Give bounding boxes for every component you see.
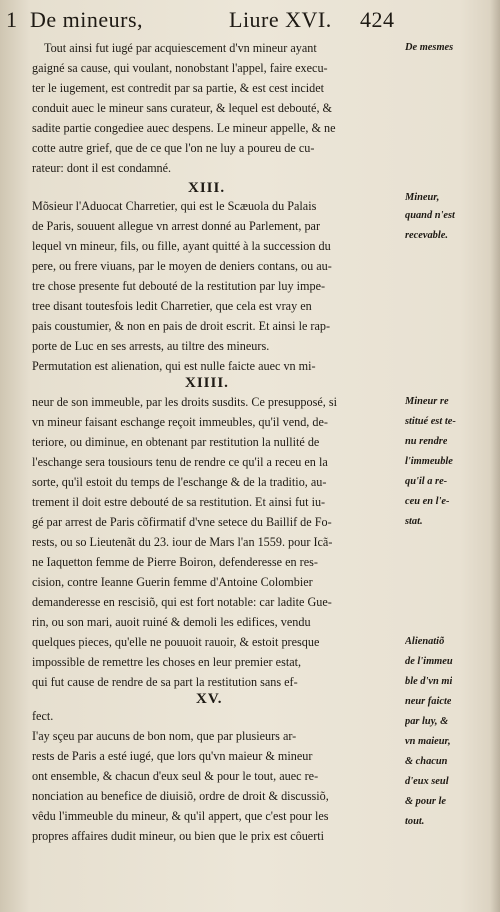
text-line: quelques pieces, qu'elle ne pouuoit rauoir, & estoit presque [32, 635, 320, 649]
margin-note: neur faicte [405, 696, 452, 707]
margin-note: stitué est te- [405, 416, 456, 427]
margin-note: quand n'est [405, 210, 455, 221]
text-line: Mõsieur l'Aduocat Charretier, qui est le Scæuola du Palais [32, 199, 317, 213]
text-line: tree disant toutesfois ledit Charretier, que cela est vray en [32, 299, 312, 313]
header-book: Liure XVI. [229, 7, 332, 32]
text-line: propres affaires dudit mineur, ou bien que le prix est côuerti [32, 829, 325, 843]
margin-note: nu rendre [405, 436, 448, 447]
text-line: tre chose presente fut debouté de la restitution par luy impe- [32, 279, 326, 293]
text-line: nonciation au benefice de diuisiõ, ordre de droit & discussiõ, [32, 789, 329, 803]
margin-note: Mineur, [405, 192, 440, 203]
text-line: pere, ou frere viuans, par le moyen de deniers contans, ou au- [32, 259, 332, 273]
text-line: fect. [32, 709, 54, 723]
section-heading: XIII. [188, 180, 226, 196]
text-line: I'ay sçeu par aucuns de bon nom, que par plusieurs ar- [32, 729, 297, 743]
text-line: porte de Luc en ses arrests, au tiltre des mineurs. [32, 339, 270, 353]
text-line: rin, ou son mari, auoit ruiné & demoli les edifices, vendu [32, 615, 311, 629]
margin-note: recevable. [405, 230, 448, 241]
text-line: Tout ainsi fut iugé par acquiescement d'vn mineur ayant [44, 41, 317, 55]
text-line: trement il doit estre debouté de sa restitution. Et ainsi fut iu- [32, 495, 326, 509]
margin-note: & pour le [405, 796, 446, 807]
margin-note: d'eux seul [405, 776, 449, 787]
margin-note: par luy, & [405, 716, 449, 727]
text-line: vn mineur faisant eschange reçoit immeubles, qu'il vend, de- [32, 415, 328, 429]
margin-note: & chacun [405, 756, 448, 767]
text-line: qui fut cause de rendre de sa part la restitution sans ef- [32, 675, 298, 689]
margin-note: l'immeuble [405, 456, 453, 467]
section-heading: XIIII. [185, 375, 229, 391]
text-line: impossible de remettre les choses en leur premier estat, [32, 655, 302, 669]
text-line: sadite partie congediee auec despens. Le mineur appelle, & ne [32, 121, 336, 135]
text-line: rests de Paris a esté iugé, que lors qu'vn maieur & mineur [32, 749, 313, 763]
margin-note: ceu en l'e- [405, 496, 450, 507]
text-line: ter le iugement, est contredit par sa partie, & est cest incidet [32, 81, 325, 95]
page-number: 424 [360, 7, 395, 32]
text-line: teriore, ou diminue, en obtenant par restitution la nullité de [32, 435, 320, 449]
text-line: de Paris, souuent allegue vn arrest donné au Parlement, par [32, 219, 321, 233]
margin-note: stat. [405, 516, 423, 527]
text-line: pais coustumier, & non en pais de droit escrit. Et ainsi le rap- [32, 319, 331, 333]
text-line: neur de son immeuble, par les droits susdits. Ce presupposé, si [32, 395, 337, 409]
section-heading: XV. [196, 691, 223, 707]
margin-note: De mesmes [405, 42, 454, 53]
text-line: gé par arrest de Paris cõfirmatif d'vne setece du Baillif de Fo- [32, 515, 332, 529]
text-line: cision, contre Ieanne Guerin femme d'Antoine Colombier [32, 575, 313, 589]
page-body [0, 36, 500, 906]
margin-note: qu'il a re- [405, 476, 448, 487]
text-line: ne Iaquetton femme de Pierre Boiron, defenderesse en res- [32, 555, 318, 569]
text-line: Permutation est alienation, qui est nulle faicte auec vn mi- [32, 359, 316, 373]
text-line: lequel vn mineur, fils, ou fille, ayant quitté à la succession du [32, 239, 331, 253]
running-header [0, 0, 500, 40]
header-mark: 1 [6, 7, 18, 32]
margin-note: de l'immeu [405, 656, 453, 667]
text-line: conduit auec le mineur sans curateur, & lequel est debouté, & [32, 101, 333, 115]
margin-note: Mineur re [405, 396, 449, 407]
text-line: sorte, qu'il estoit du temps de l'eschange & de la traditio, au- [32, 475, 327, 489]
text-line: ont ensemble, & chacun d'eux seul & pour le tout, auec re- [32, 769, 319, 783]
text-line: cotte autre grief, que de ce que l'on ne luy a poureu de cu- [32, 141, 315, 155]
margin-note: ble d'vn mi [405, 676, 453, 687]
text-line: gaigné sa cause, qui voulant, nonobstant l'appel, faire execu- [32, 61, 328, 75]
text-line: vêdu l'immeuble du mineur, & qu'il appert, que c'est pour les [32, 809, 329, 823]
header-title: De mineurs, [30, 7, 144, 32]
margin-note: Alienatiõ [405, 636, 445, 647]
margin-note: vn maieur, [405, 736, 451, 747]
text-line: l'eschange sera tousiours tenu de rendre ce qu'il a receu en la [32, 455, 328, 469]
margin-note: tout. [405, 816, 425, 827]
text-line: demanderesse en rescisiõ, qui est fort notable: car ladite Gue- [32, 595, 332, 609]
text-line: rateur: dont il est condamné. [32, 161, 172, 175]
page-edge-shadow [490, 0, 500, 912]
text-line: rests, ou so Lieutenãt du 23. iour de Mars l'an 1559. pour Icã- [32, 535, 333, 549]
